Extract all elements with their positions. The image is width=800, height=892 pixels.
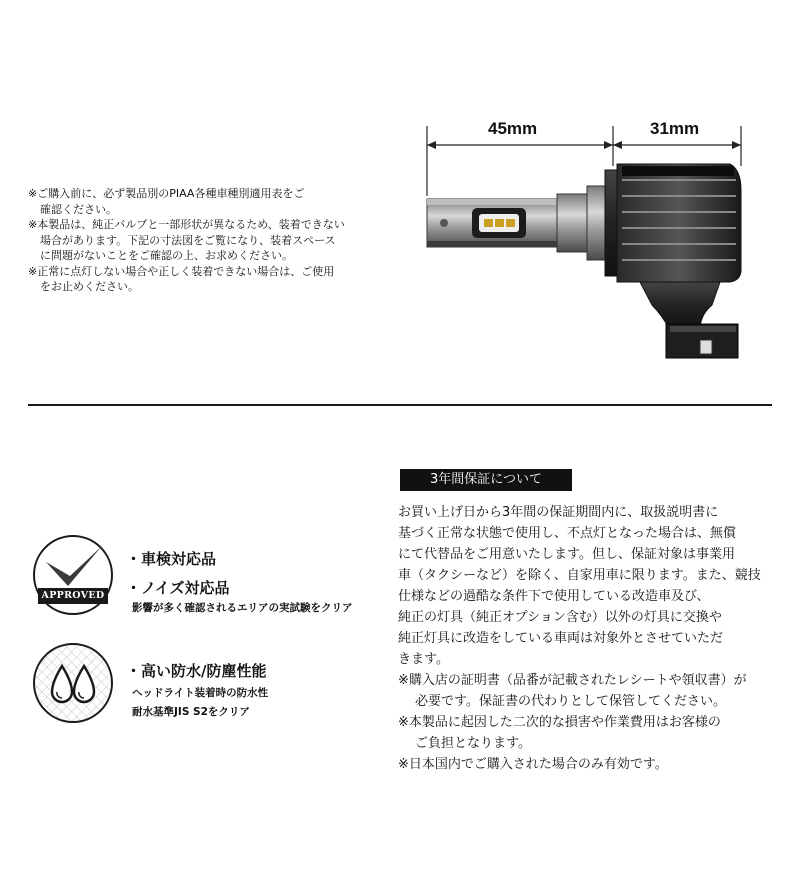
bulb-dimension-diagram (400, 100, 780, 390)
notice-line: ※正常に点灯しない場合や正しく装着できない場合は、ご使用 (28, 264, 335, 278)
left-dimension-label: 45mm (488, 119, 538, 138)
led-bulb-illustration (400, 100, 780, 390)
section-divider (28, 404, 772, 406)
warranty-line: ※日本国内でご購入された場合のみ有効です。 (398, 757, 668, 772)
warranty-line: 純正灯具に改造をしている車両は対象外とさせていただ (398, 631, 724, 646)
warranty-heading: 3年間保証について (400, 469, 572, 491)
warranty-line: 基づく正常な状態で使用し、不点灯となった場合は、無償 (398, 526, 737, 541)
warranty-line: お買い上げ日から3年間の保証期間内に、取扱説明書に (398, 505, 719, 520)
notice-line: 確認ください。 (40, 202, 117, 216)
warranty-line: 必要です。保証書の代わりとして保管してください。 (415, 694, 726, 709)
warranty-line: 純正の灯具（純正オプション含む）以外の灯具に交換や (398, 610, 722, 625)
warranty-line: にて代替品をご用意いたします。但し、保証対象は事業用 (398, 547, 735, 562)
warranty-line: 車（タクシーなど）を除く、自家用車に限ります。また、競技 (398, 568, 761, 583)
approved-icon (32, 534, 114, 616)
warranty-line: ご負担となります。 (415, 736, 531, 751)
notice-line: ※ご購入前に、必ず製品別のPIAA各種車種別適用表をご (28, 187, 305, 200)
feature-inspection-compliant: ・車検対応品 (126, 550, 217, 568)
notice-line: 場合があります。下記の寸法図をご覧になり、装着スペース (40, 233, 336, 247)
notice-line: に問題がないことをご確認の上、お求めください。 (40, 249, 293, 262)
approved-badge-text: APPROVED (41, 590, 105, 601)
warranty-text (398, 502, 778, 775)
feature-waterproof: ・高い防水/防塵性能 (126, 662, 267, 680)
purchase-notice (28, 186, 368, 295)
right-dimension-label: 31mm (650, 119, 700, 138)
notice-line: をお止めください。 (40, 280, 139, 293)
warranty-line: ※購入店の証明書（品番が記載されたレシートや領収書）が (398, 673, 747, 688)
waterproof-icon (32, 642, 114, 724)
notice-line: ※本製品は、純正バルブと一部形状が異なるため、装着できない (28, 218, 345, 231)
warranty-line: ※本製品に起因した二次的な損害や作業費用はお客様の (398, 715, 721, 730)
feature-noise-compliant: ・ノイズ対応品 (126, 579, 230, 597)
warranty-line: 仕様などの過酷な条件下で使用している改造車及び、 (398, 589, 710, 604)
feature-waterproof-standard: 耐水基準JIS S2をクリア (132, 706, 250, 718)
feature-noise-description: 影響が多く確認されるエリアの実試験をクリア (132, 602, 353, 614)
warranty-line: きます。 (398, 652, 449, 667)
feature-waterproof-description: ヘッドライト装着時の防水性 (132, 687, 269, 699)
